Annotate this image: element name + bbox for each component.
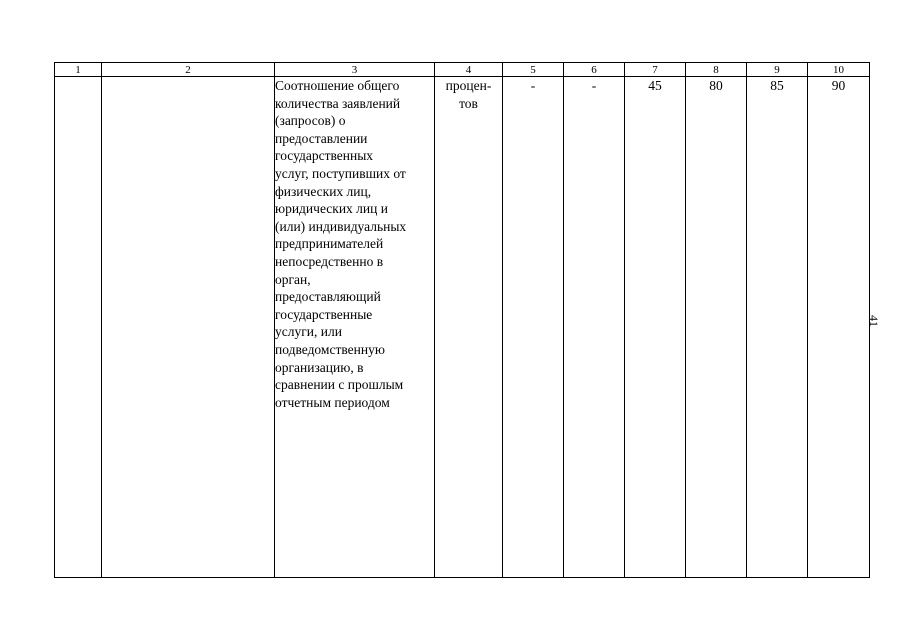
- column-number-9: 9: [747, 63, 808, 77]
- value-cell-col8: 80: [686, 77, 747, 578]
- value-cell-col7: 45: [625, 77, 686, 578]
- indicator-table: [54, 62, 870, 578]
- column-number-10: 10: [808, 63, 870, 77]
- page-number: 41: [867, 315, 881, 327]
- column-number-1: 1: [55, 63, 102, 77]
- value-cell-col9: 85: [747, 77, 808, 578]
- value-cell-col10: 90: [808, 77, 870, 578]
- column-number-4: 4: [435, 63, 503, 77]
- column-number-2: 2: [102, 63, 275, 77]
- unit-cell: процен- тов: [435, 77, 503, 578]
- row-name-cell: [102, 77, 275, 578]
- column-number-7: 7: [625, 63, 686, 77]
- value-cell-col6: -: [564, 77, 625, 578]
- column-number-8: 8: [686, 63, 747, 77]
- column-number-5: 5: [503, 63, 564, 77]
- indicator-description-cell: Соотношение общего количества заявлений (запросов) о предоставлении государственных услуг, поступивших от физических лиц, юридических лиц и (или) индивидуальных предпринимателей непосредственно в орган, предоставляющий государственные услуги, или подведомственную организацию, в сравнении с прошлым отчетным периодом: [275, 77, 435, 578]
- column-number-3: 3: [275, 63, 435, 77]
- value-cell-col5: -: [503, 77, 564, 578]
- table-row: [55, 77, 870, 578]
- column-number-6: 6: [564, 63, 625, 77]
- row-number-cell: [55, 77, 102, 578]
- column-number-row: [55, 63, 870, 77]
